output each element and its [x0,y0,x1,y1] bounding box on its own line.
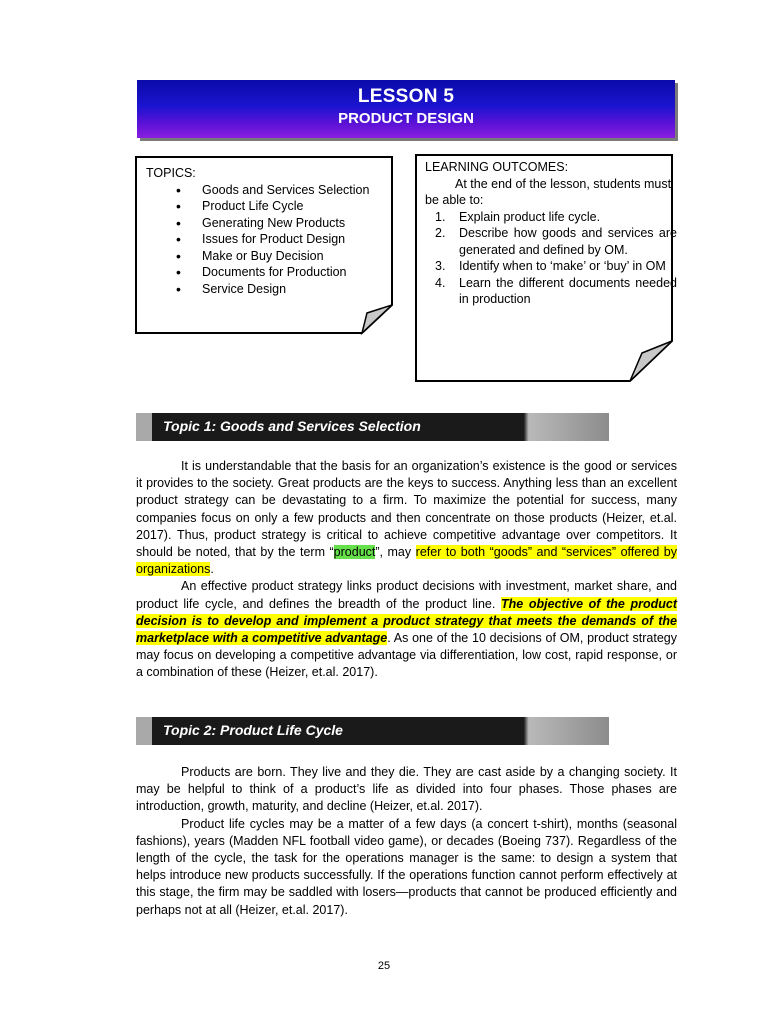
topics-heading: TOPICS: [146,166,196,180]
item-number: 2. [435,226,446,240]
list-item [425,275,677,308]
lesson-banner [137,80,675,138]
list-item: • Generating New Products [188,215,376,232]
text-run: . As one of the 10 decisions of OM, product strategy may focus on developing a competitive advantage via differentiation, low cost, rapid response, or a combination of these (Heizer, et.al. 2017). [136,631,677,680]
text-run: An effective product strategy links product decisions with investment, market share, and product life cycle, and defines the breadth of the product line. [136,579,677,611]
item-text: Describe how goods and services are generated and defined by OM. [459,226,677,257]
list-item: • Service Design [188,281,376,298]
paragraph: Product life cycles may be a matter of a few days (a concert t-shirt), months (seasonal fashions), years (Madden NFL football video game), or decades (Boeing 737). Regardless of the length of the cycle, the task for the operations manager is the same: to design a system that helps introduce new products successfully. If the operations function cannot perform effectively at this stage, the firm may be saddled with losers—products that cannot be produced efficiently and perhaps not at all (Heizer, et.al. 2017). [136,816,677,917]
list-item: • Make or Buy Decision [188,248,376,265]
topic2-body [136,764,677,919]
paragraph [136,458,677,578]
list-item [425,258,677,275]
text-run: . [210,562,214,577]
outcomes-list [425,209,677,308]
lesson-number: LESSON 5 [357,86,455,107]
list-item: • Goods and Services Selection [188,182,376,199]
paragraph: Products are born. They live and they die. They are cast aside by a changing society. It may be helpful to think of a product’s life as divided into four phases. Those phases are introduction, growth, maturity, and decline (Heizer, et.al. 2017). [136,765,677,814]
list-item [425,209,677,226]
topic2-title: Topic 2: Product Life Cycle [163,722,343,738]
list-item [425,225,677,258]
lesson-title: PRODUCT DESIGN [338,110,474,127]
paragraph [136,578,677,681]
page-number: 25 [377,960,391,972]
list-item: • Documents for Production [188,264,376,281]
outcomes-intro: At the end of the lesson, students must be able to: [425,176,672,207]
highlighted-text: refer to both “goods” and “services” offered by organizations [136,545,677,577]
item-number: 1. [435,209,446,224]
highlighted-objective: The objective of the product decision is to develop and implement a product strategy that meets the demands of the marketplace with a competitive advantage [136,596,678,646]
topic1-header [136,413,609,441]
outcomes-heading: LEARNING OUTCOMES: [425,160,569,174]
topics-list [146,182,376,298]
topics-box [134,155,396,335]
text-run: ”, may [375,545,416,560]
list-item: • Issues for Product Design [188,231,376,248]
learning-outcomes-box [414,153,676,383]
item-text: Learn the different documents needed in production [459,275,677,306]
item-text: Explain product life cycle. [459,209,601,224]
highlighted-term: product [333,545,376,560]
list-item: • Product Life Cycle [188,198,376,215]
item-text: Identify when to ‘make’ or ‘buy’ in OM [459,259,666,273]
topic2-header [136,717,609,745]
topic1-body [136,458,677,682]
item-number: 4. [435,275,446,290]
item-number: 3. [435,259,446,273]
topic1-title: Topic 1: Goods and Services Selection [163,418,421,434]
text-run: It is understandable that the basis for an organization’s existence is the good or services it provides to the society. Great products are the keys to success. Anything less than an excellent product strategy can be devastating to a firm. To maximize the potential for success, many companies focus on only a few products and then concentrate on those products (Heizer, et.al. 2017). Thus, product strategy is critical to achieve competitive advantage over competitors. It should be noted, that by the term “ [136,459,677,560]
